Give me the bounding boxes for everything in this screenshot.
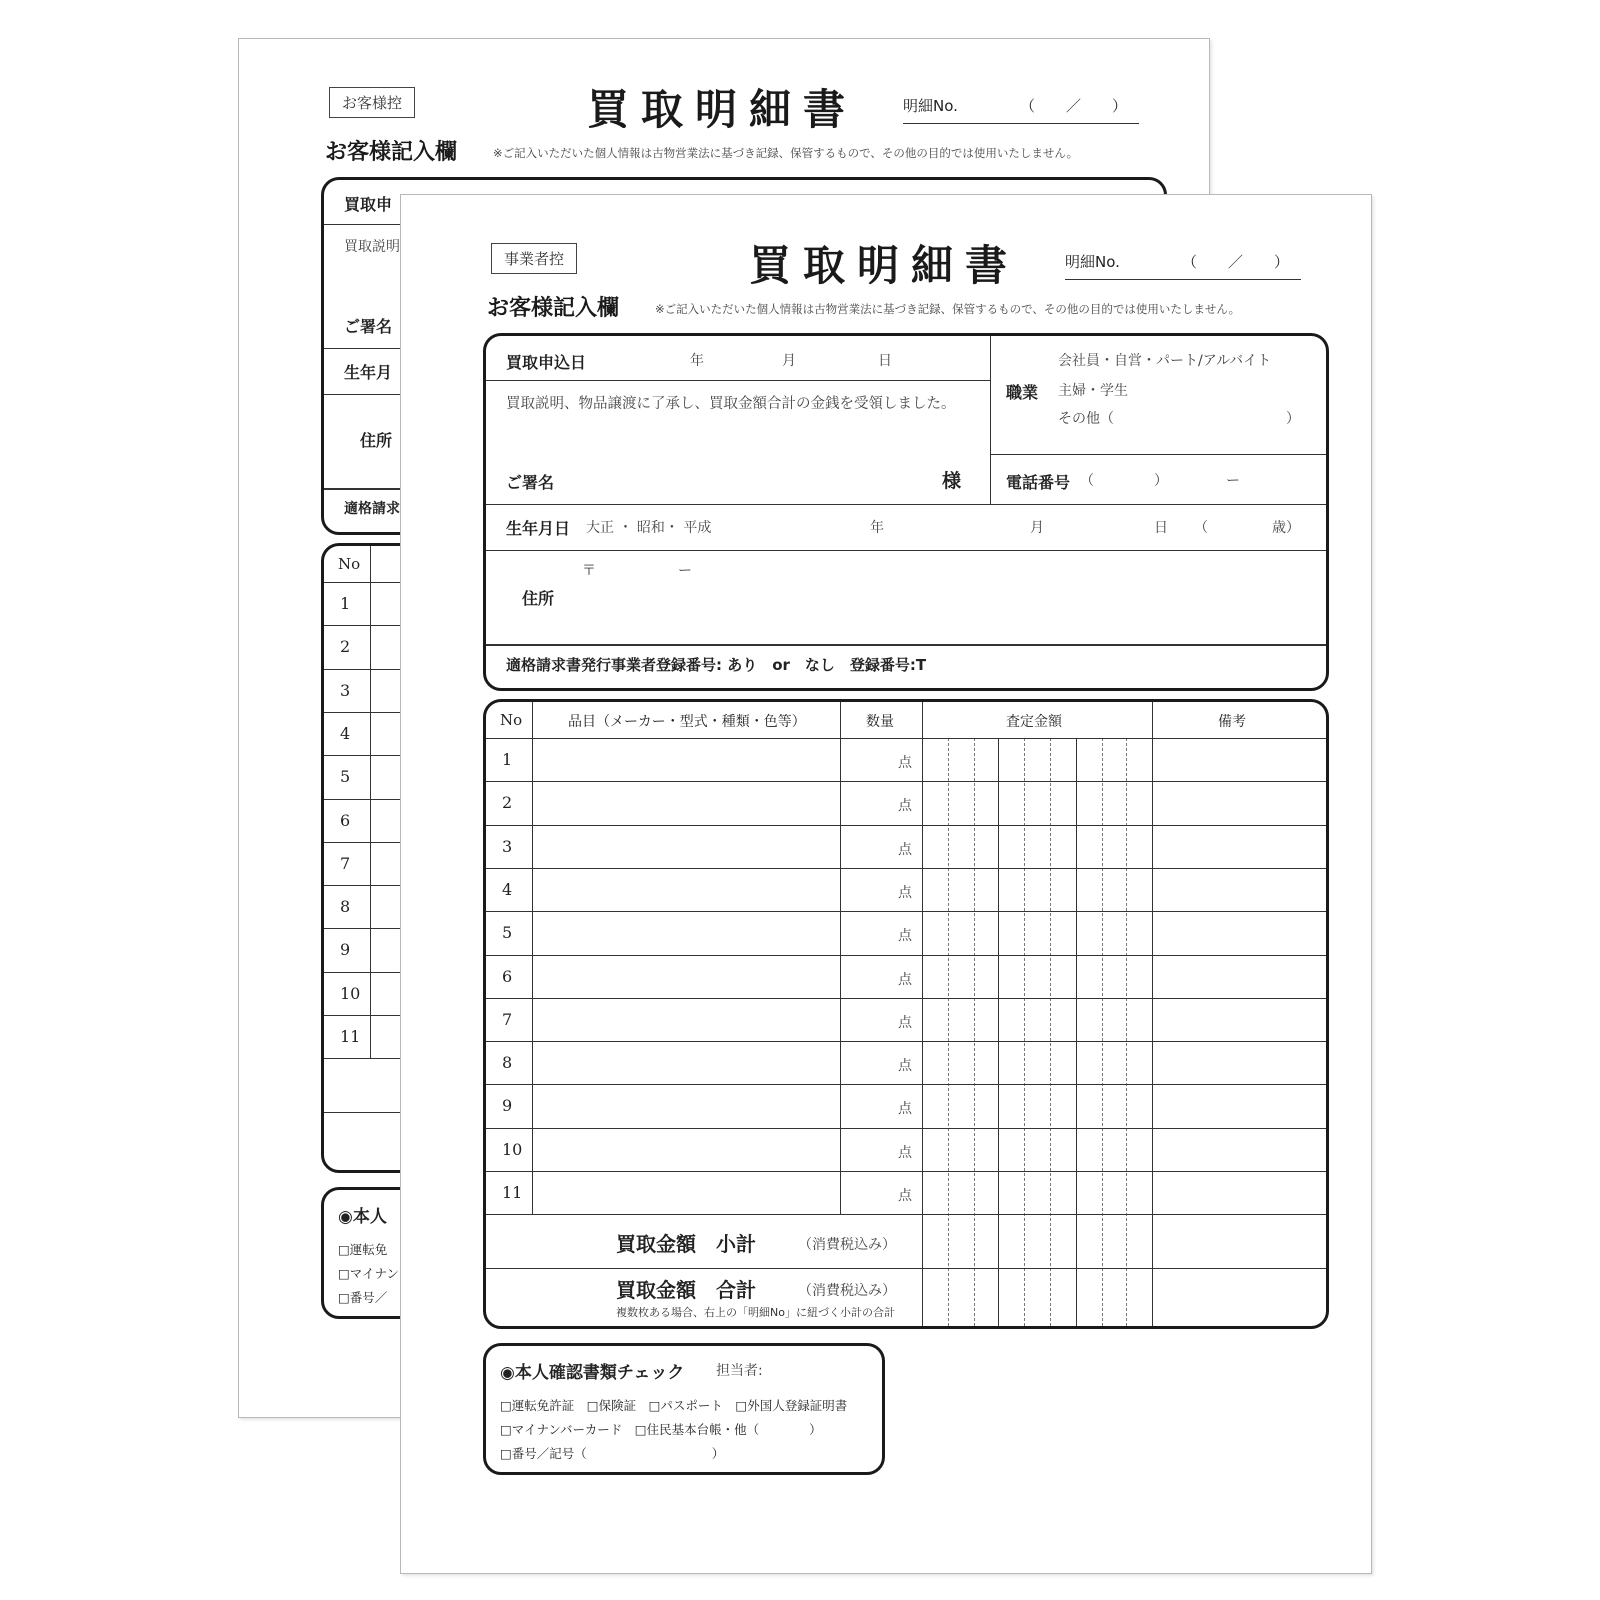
apply-year-unit: 年 [690,353,704,369]
explanation-text: 買取説明 [344,239,400,255]
row-number: 10 [502,1139,523,1159]
invoice-registration[interactable]: 適格請求書発行事業者登録番号: あり or なし 登録番号:T [506,656,927,674]
address-label[interactable]: 住所 [522,589,555,608]
row-number: 9 [340,940,351,960]
row-number: 8 [340,897,351,917]
id-check-title: ◉本人 [338,1207,387,1227]
qty-unit: 点 [898,1014,912,1031]
item-header: 品目（メーカー・型式・種類・色等） [568,714,806,730]
row-number: 11 [340,1027,361,1046]
meisai-no-label: 明細No. [1065,253,1120,271]
birth-year-unit: 年 [870,520,884,536]
qty-unit: 点 [898,1144,912,1161]
row-number: 6 [502,966,513,986]
phone-open: （ [1080,473,1094,489]
qty-unit: 点 [898,971,912,988]
item-cell[interactable] [533,738,839,781]
item-cell[interactable] [533,998,839,1041]
birthdate-label: 生年月日 [506,519,571,538]
subtotal-tax-note: （消費税込み） [798,1237,896,1253]
row-number: 11 [502,1183,523,1202]
privacy-note: ※ご記入いただいた個人情報は古物営業法に基づき記録、保管するもので、その他の目的では使用いたしません。 [493,146,1079,160]
row-number: 3 [502,836,513,856]
total-label: 買取金額 合計 [616,1278,756,1302]
address-label: 住所 [360,431,393,450]
items-table [483,699,1329,1329]
phone-dash: ー [1226,473,1240,489]
occupation-options-1[interactable]: 会社員・自営・パート/アルバイト [1058,353,1272,369]
row-number: 4 [340,723,351,743]
item-cell[interactable] [533,781,839,824]
apply-month-unit: 月 [782,353,796,369]
row-number: 8 [502,1053,513,1073]
copy-label: 事業者控 [491,243,577,274]
signature-label[interactable]: ご署名 [506,473,555,492]
birthdate-label: 生年月 [344,363,393,382]
item-cell[interactable] [533,1128,839,1171]
occupation-options-2[interactable]: 主婦・学生 [1058,383,1128,399]
age-open: （ [1194,520,1208,536]
row-number: 1 [340,594,351,613]
id-check-line-3[interactable]: □番号／記号（ ） [500,1446,725,1461]
signature-label: ご署名 [344,317,393,336]
copy-label: お客様控 [329,87,415,118]
id-check-line-1: □運転免 [338,1242,388,1257]
meisai-no-fraction: （ ／ ） [1181,253,1297,271]
id-check-line-2[interactable]: □マイナンバーカード □住民基本台帳・他（ ） [500,1422,822,1437]
no-header: No [500,711,523,729]
row-number: 10 [340,983,361,1003]
row-number: 4 [502,879,513,899]
remarks-header: 備考 [1218,714,1246,730]
item-cell[interactable] [533,868,839,911]
id-check-title: ◉本人確認書類チェック [500,1363,685,1383]
meisai-no-label: 明細No. [903,97,958,115]
row-number: 7 [502,1009,513,1029]
id-check-box [483,1343,885,1475]
document-title: 買取明細書 [587,85,858,134]
no-header: No [338,555,361,573]
occupation-other[interactable]: その他（ [1058,411,1114,427]
invoice-label: 適格請求 [344,501,400,517]
birth-day-unit: 日 [1154,520,1168,536]
item-cell[interactable] [533,825,839,868]
meisai-no-fraction: （ ／ ） [1019,97,1135,115]
apply-date-label: 買取申込日 [506,353,587,372]
staff-label[interactable]: 担当者: [716,1363,763,1379]
section-title: お客様記入欄 [325,140,458,165]
qty-unit: 点 [898,755,912,771]
occupation-other-close: ） [1286,411,1300,427]
row-number: 6 [340,810,351,830]
qty-header: 数量 [866,714,894,730]
id-check-line-1[interactable]: □運転免許証 □保険証 □パスポート □外国人登録証明書 [500,1398,848,1413]
apply-date-label: 買取申 [344,195,393,214]
privacy-note: ※ご記入いただいた個人情報は古物営業法に基づき記録、保管するもので、その他の目的では使用いたしません。 [655,302,1241,316]
birth-month-unit: 月 [1030,520,1044,536]
occupation-label: 職業 [1006,383,1039,402]
meisai-no-field [903,95,1139,124]
explanation-text: 買取説明、物品譲渡に了承し、買取金額合計の金銭を受領しました。 [506,396,956,412]
age-close: 歳） [1272,520,1300,536]
item-cell[interactable] [533,1041,839,1084]
customer-box [483,333,1329,691]
row-number: 2 [340,637,351,657]
qty-unit: 点 [898,798,912,815]
document-title: 買取明細書 [749,241,1020,290]
phone-close: ） [1154,473,1168,489]
row-number: 5 [502,923,513,943]
qty-unit: 点 [898,884,912,901]
qty-unit: 点 [898,1058,912,1075]
apply-day-unit: 日 [878,353,892,369]
id-check-line-2: □マイナン [338,1266,399,1281]
item-cell[interactable] [533,955,839,998]
row-number: 3 [340,680,351,700]
postal-mark: 〒 [582,563,596,579]
section-title: お客様記入欄 [487,296,620,321]
item-cell[interactable] [533,1171,839,1214]
qty-unit: 点 [898,1188,912,1204]
item-cell[interactable] [533,1084,839,1127]
phone-label: 電話番号 [1006,473,1071,492]
total-note: 複数枚ある場合、右上の「明細No」に紐づく小計の合計 [616,1306,895,1319]
row-number: 5 [340,767,351,787]
item-cell[interactable] [533,911,839,954]
business-copy-sheet [400,194,1372,1574]
row-number: 9 [502,1096,513,1116]
subtotal-label: 買取金額 小計 [616,1232,756,1256]
qty-unit: 点 [898,928,912,945]
sama-honorific: 様 [942,470,962,492]
row-number: 2 [502,793,513,813]
qty-unit: 点 [898,841,912,858]
meisai-no-field[interactable] [1065,251,1301,280]
postal-dash: ー [678,563,692,579]
total-tax-note: （消費税込み） [798,1283,896,1299]
amount-header: 査定金額 [1006,714,1062,730]
qty-unit: 点 [898,1101,912,1118]
row-number: 1 [502,750,513,769]
row-number: 7 [340,853,351,873]
era-options[interactable]: 大正 ・ 昭和・ 平成 [586,520,712,536]
id-check-line-3: □番号／ [338,1290,388,1305]
